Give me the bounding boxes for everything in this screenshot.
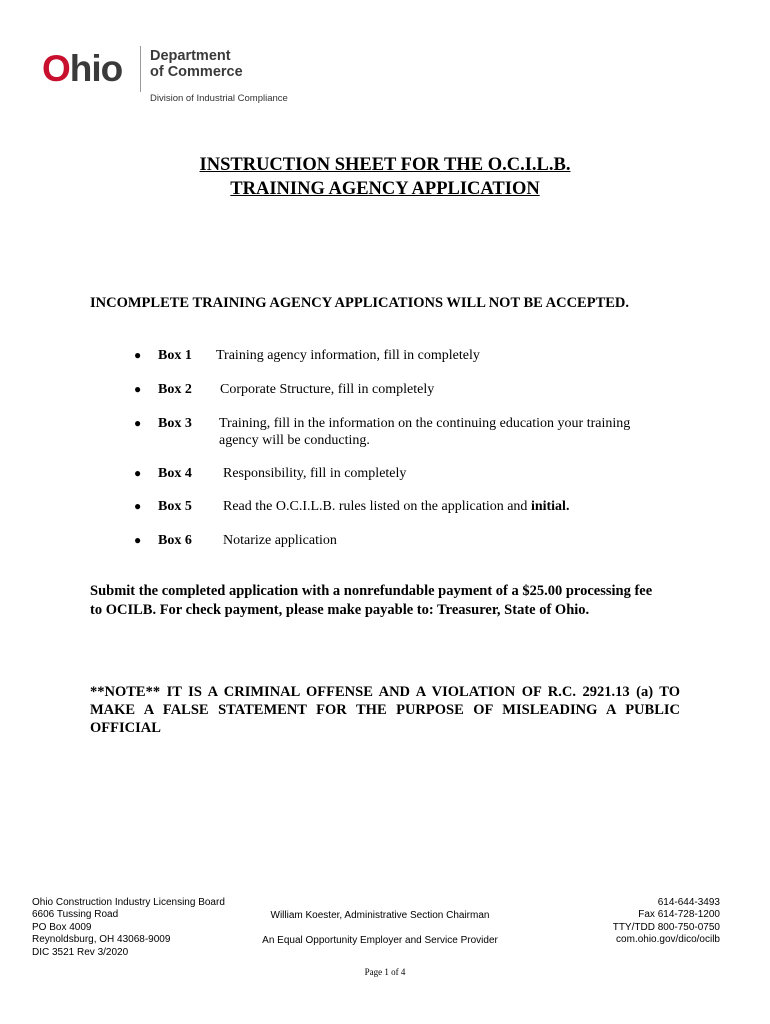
box-description: Responsibility, fill in completely: [223, 466, 407, 481]
department-name: [150, 48, 243, 80]
submission-instructions: [90, 582, 690, 620]
box-description-text: Read the O.C.I.L.B. rules listed on the application and: [223, 499, 531, 514]
submit-line-2: to OCILB. For check payment, please make payable to: Treasurer, State of Ohio.: [90, 602, 590, 618]
title-line-2: TRAINING AGENCY APPLICATION: [230, 179, 540, 199]
box-description: Corporate Structure, fill in completely: [220, 382, 435, 397]
dept-line-1: Department: [150, 48, 231, 64]
box-label: Box 6: [158, 533, 192, 548]
document-title: [0, 153, 770, 201]
footer-contact: [613, 897, 720, 947]
ohio-wordmark: Ohio: [42, 48, 123, 89]
division-name: Division of Industrial Compliance: [150, 93, 288, 104]
bullet-icon: ●: [134, 533, 142, 547]
box-label: Box 5: [158, 499, 192, 514]
title-line-1: INSTRUCTION SHEET FOR THE O.C.I.L.B.: [199, 155, 571, 175]
logo-divider: [140, 46, 141, 92]
box-label: Box 1: [158, 348, 192, 363]
footer-left-line: Reynoldsburg, OH 43068-9009: [32, 934, 171, 946]
footer-left-line: PO Box 4009: [32, 921, 92, 933]
box-description: Training agency information, fill in completely: [216, 348, 480, 363]
footer-fax: Fax 614-728-1200: [638, 909, 720, 921]
dept-line-2: of Commerce: [150, 64, 243, 80]
footer-equal-opportunity: An Equal Opportunity Employer and Service Provider: [262, 935, 498, 946]
page-number: Page 1 of 4: [364, 967, 406, 977]
footer-left-line: Ohio Construction Industry Licensing Board: [32, 897, 225, 908]
bullet-icon: ●: [134, 416, 142, 430]
footer-phone: 614-644-3493: [657, 897, 720, 908]
bullet-icon: ●: [134, 499, 142, 513]
box-label: Box 4: [158, 466, 192, 481]
box-label: Box 2: [158, 382, 192, 397]
footer-tty: TTY/TDD 800-750-0750: [612, 921, 720, 933]
submit-line-1: Submit the completed application with a nonrefundable payment of a $25.00 processing fee: [90, 583, 653, 599]
footer-address: [32, 897, 225, 959]
box-label: Box 3: [158, 416, 192, 431]
footer-website: com.ohio.gov/dico/ocilb: [616, 934, 720, 946]
bullet-icon: ●: [134, 466, 142, 480]
footer-chairman: William Koester, Administrative Section Chairman: [270, 910, 490, 921]
box-description: Notarize application: [223, 533, 337, 548]
incomplete-notice: INCOMPLETE TRAINING AGENCY APPLICATIONS WILL NOT BE ACCEPTED.: [90, 295, 630, 311]
criminal-offense-note: **NOTE** IT IS A CRIMINAL OFFENSE AND A VIOLATION OF R.C. 2921.13 (a) TO MAKE A FALSE STATEMENT FOR THE PURPOSE OF MISLEADING A PUBLIC OFFICIAL: [90, 684, 680, 736]
bullet-icon: ●: [134, 382, 142, 396]
box-description: [223, 498, 653, 515]
bullet-icon: ●: [134, 348, 142, 362]
box-description-bold: initial.: [530, 499, 570, 514]
box-description: Training, fill in the information on the continuing education your training agency will be conducting.: [219, 416, 631, 448]
footer-left-line: 6606 Tussing Road: [32, 909, 119, 921]
footer-left-line: DIC 3521 Rev 3/2020: [32, 946, 129, 958]
